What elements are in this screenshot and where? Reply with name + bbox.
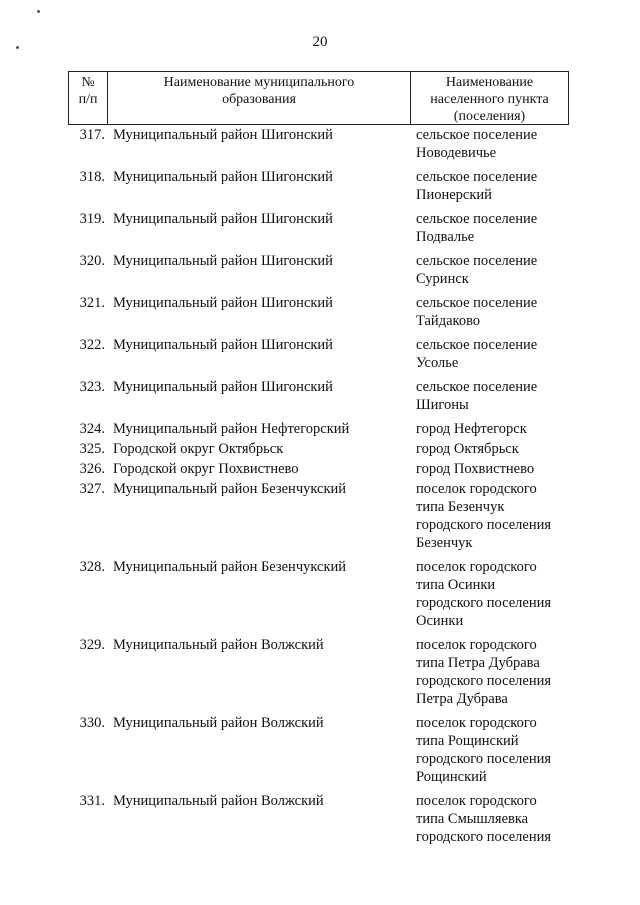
table-header <box>68 71 569 125</box>
settlement-name <box>410 336 569 372</box>
table-row <box>68 294 569 330</box>
table-row <box>68 252 569 288</box>
row-number: 330. <box>79 715 105 731</box>
settlement-line: сельское поселение <box>416 295 538 311</box>
header-municipality-line: Наименование муниципального <box>163 75 355 90</box>
municipality-name: Муниципальный район Шигонский <box>113 127 333 143</box>
table-row <box>68 378 569 414</box>
table-row <box>68 714 569 786</box>
municipality-name: Городской округ Октябрьск <box>113 441 284 457</box>
settlement-line: город Нефтегорск <box>416 421 527 437</box>
settlement-line: типа Рощинский <box>416 733 519 749</box>
settlement-name <box>410 168 569 204</box>
settlement-line: Пионерский <box>416 187 492 203</box>
table-row <box>68 636 569 708</box>
settlement-name <box>410 440 569 458</box>
municipality-name: Муниципальный район Шигонский <box>113 295 333 311</box>
settlement-name <box>410 420 569 438</box>
settlement-name <box>410 210 569 246</box>
settlement-line: поселок городского <box>416 481 537 497</box>
municipality-name: Муниципальный район Шигонский <box>113 337 333 353</box>
row-number: 328. <box>79 559 105 575</box>
header-municipality-line: образования <box>222 92 296 107</box>
settlement-name <box>410 480 569 552</box>
table-row <box>68 792 569 846</box>
settlement-line: поселок городского <box>416 559 537 575</box>
header-settlement-line: населенного пункта <box>430 92 549 107</box>
row-number: 318. <box>79 169 105 185</box>
page-number: 20 <box>312 34 328 50</box>
settlement-name <box>410 252 569 288</box>
settlement-line: сельское поселение <box>416 211 538 227</box>
settlement-line: сельское поселение <box>416 127 538 143</box>
settlement-name <box>410 460 569 478</box>
settlement-name <box>410 558 569 630</box>
settlement-line: Петра Дубрава <box>416 691 508 707</box>
municipality-name: Муниципальный район Безенчукский <box>113 559 347 575</box>
municipality-name: Муниципальный район Нефтегорский <box>113 421 350 437</box>
settlement-name <box>410 126 569 162</box>
header-settlement-cell <box>411 72 568 124</box>
settlement-line: городского поселения <box>416 751 552 767</box>
settlement-line: Рощинский <box>416 769 487 785</box>
header-number-line: п/п <box>78 92 98 107</box>
municipality-name: Муниципальный район Шигонский <box>113 211 333 227</box>
header-settlement-line: Наименование <box>445 75 534 90</box>
settlement-line: городского поселения <box>416 595 552 611</box>
municipality-name: Муниципальный район Шигонский <box>113 379 333 395</box>
table-row <box>68 420 569 438</box>
settlement-line: город Похвистнево <box>416 461 535 477</box>
municipality-name: Муниципальный район Безенчукский <box>113 481 347 497</box>
table-row <box>68 480 569 552</box>
settlement-line: городского поселения <box>416 673 552 689</box>
scan-speck <box>37 10 40 13</box>
row-number: 319. <box>79 211 105 227</box>
row-number: 320. <box>79 253 105 269</box>
row-number: 327. <box>79 481 105 497</box>
row-number: 329. <box>79 637 105 653</box>
settlement-line: типа Петра Дубрава <box>416 655 540 671</box>
settlement-line: Подвалье <box>416 229 475 245</box>
settlement-line: сельское поселение <box>416 379 538 395</box>
settlement-name <box>410 636 569 708</box>
settlement-line: сельское поселение <box>416 337 538 353</box>
row-number: 325. <box>79 441 105 457</box>
settlement-name <box>410 294 569 330</box>
settlement-line: типа Безенчук <box>416 499 505 515</box>
table-row <box>68 126 569 162</box>
settlement-line: поселок городского <box>416 715 537 731</box>
row-number: 331. <box>79 793 105 809</box>
settlement-line: типа Смышляевка <box>416 811 529 827</box>
settlement-name <box>410 714 569 786</box>
settlement-line: Усолье <box>416 355 459 371</box>
settlement-line: сельское поселение <box>416 169 538 185</box>
settlement-line: город Октябрьск <box>416 441 519 457</box>
settlement-name <box>410 792 569 846</box>
row-number: 322. <box>79 337 105 353</box>
table-row <box>68 440 569 458</box>
table-row <box>68 558 569 630</box>
row-number: 324. <box>79 421 105 437</box>
header-municipality-cell <box>108 72 411 124</box>
municipality-name: Городской округ Похвистнево <box>113 461 299 477</box>
settlement-line: городского поселения <box>416 829 552 845</box>
municipality-name: Муниципальный район Волжский <box>113 715 324 731</box>
table-row <box>68 460 569 478</box>
settlement-line: поселок городского <box>416 793 537 809</box>
row-number: 323. <box>79 379 105 395</box>
row-number: 326. <box>79 461 105 477</box>
table-body <box>68 126 569 846</box>
settlement-line: типа Осинки <box>416 577 496 593</box>
settlement-line: поселок городского <box>416 637 537 653</box>
header-number-cell <box>69 72 108 124</box>
header-number-line: № <box>81 75 95 90</box>
settlement-line: городского поселения <box>416 517 552 533</box>
settlement-name <box>410 378 569 414</box>
municipality-name: Муниципальный район Волжский <box>113 793 324 809</box>
row-number: 321. <box>79 295 105 311</box>
header-settlement-line: (поселения) <box>453 109 526 124</box>
municipality-name: Муниципальный район Волжский <box>113 637 324 653</box>
municipality-name: Муниципальный район Шигонский <box>113 253 333 269</box>
settlement-line: Осинки <box>416 613 464 629</box>
table-row <box>68 168 569 204</box>
settlement-line: Суринск <box>416 271 469 287</box>
table-row <box>68 336 569 372</box>
settlement-line: Безенчук <box>416 535 473 551</box>
table-row <box>68 210 569 246</box>
settlement-line: сельское поселение <box>416 253 538 269</box>
settlement-line: Новодевичье <box>416 145 497 161</box>
settlement-line: Шигоны <box>416 397 469 413</box>
row-number: 317. <box>79 127 105 143</box>
municipality-name: Муниципальный район Шигонский <box>113 169 333 185</box>
settlement-line: Тайдаково <box>416 313 481 329</box>
